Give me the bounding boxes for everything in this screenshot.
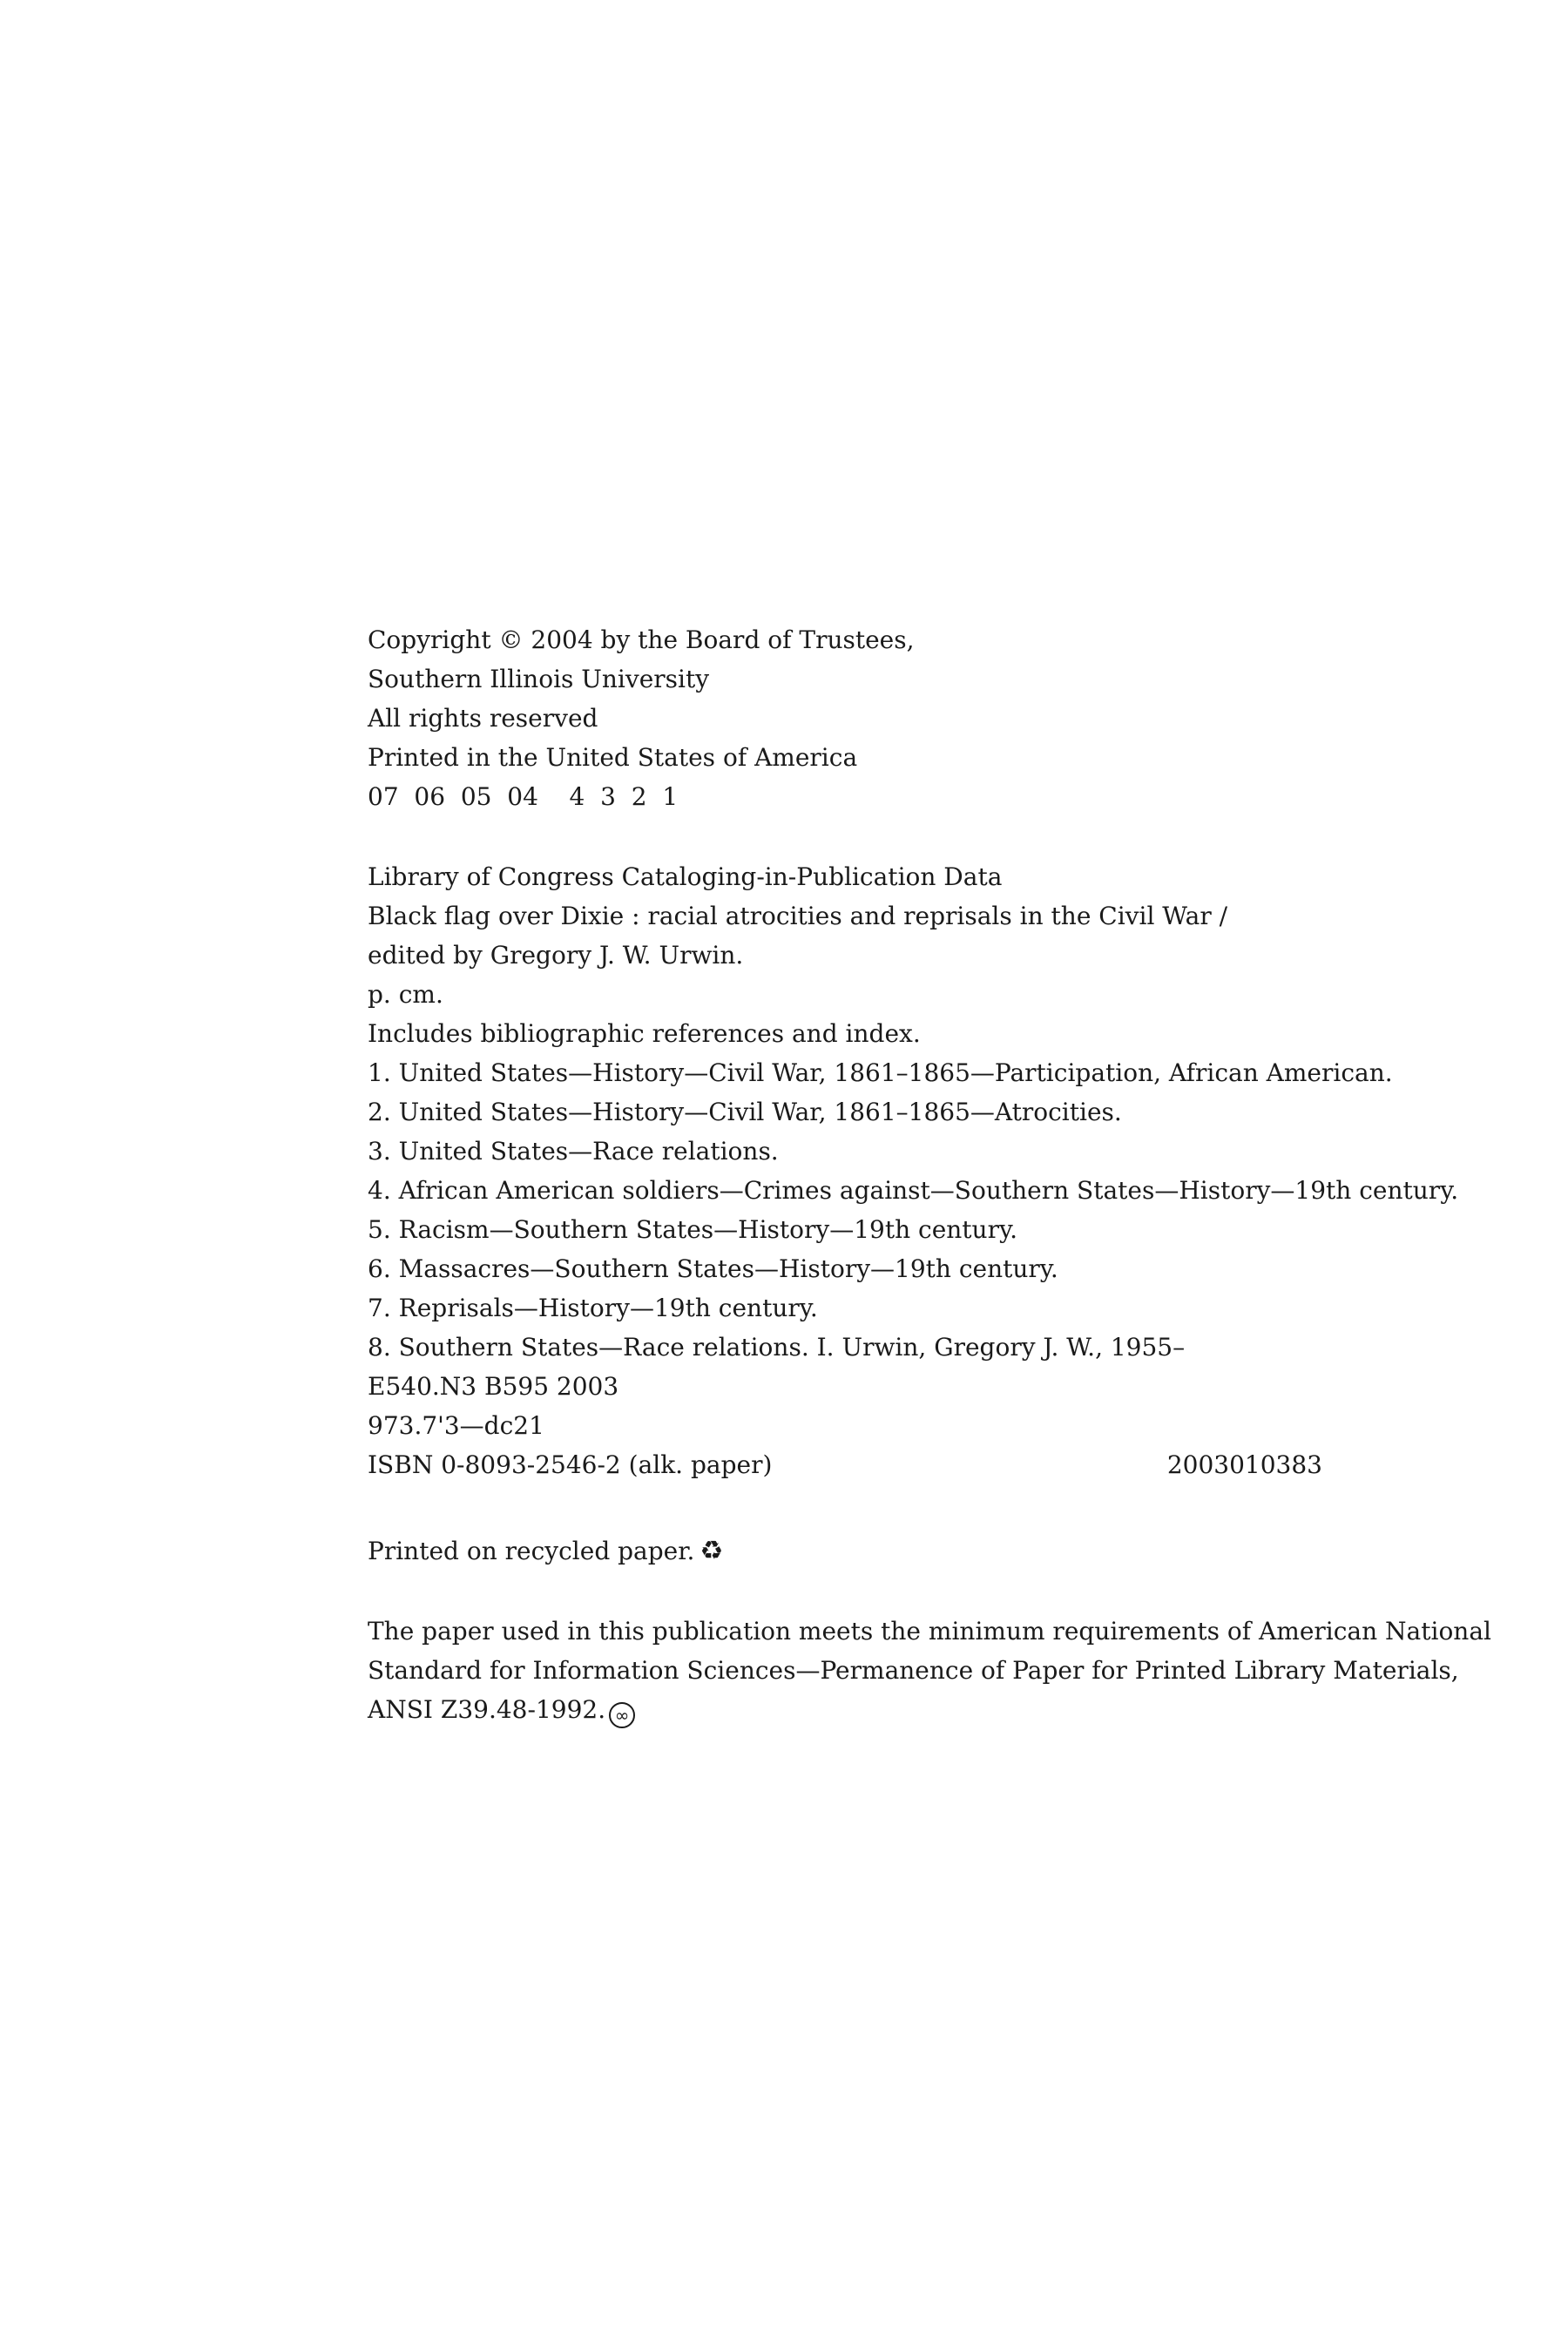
permanence-statement	[368, 1612, 1491, 1729]
copyright-block	[368, 620, 1335, 816]
permanence-line: Standard for Information Sciences—Permanence of Paper for Printed Library Materials,	[368, 1656, 1459, 1685]
cip-includes: Includes bibliographic references and index.	[368, 1019, 921, 1048]
recycled-text: Printed on recycled paper.	[368, 1537, 695, 1565]
printing-line: 07 06 05 04 4 3 2 1	[368, 782, 679, 811]
permanence-line-last	[368, 1690, 1335, 1729]
cip-title-line: Black flag over Dixie : racial atrocities and reprisals in the Civil War /	[368, 902, 1228, 930]
recycled-note	[368, 1531, 1335, 1571]
cip-subject: 1. United States—History—Civil War, 1861–1865—Participation, African American.	[368, 1058, 1393, 1087]
cip-isbn-row	[368, 1445, 1322, 1484]
cip-lc-class: E540.N3 B595 2003	[368, 1372, 619, 1401]
cip-subject: 5. Racism—Southern States—History—19th century.	[368, 1215, 1017, 1244]
cip-subject: 4. African American soldiers—Crimes against—Southern States—History—19th century.	[368, 1176, 1459, 1205]
isbn: ISBN 0-8093-2546-2 (alk. paper)	[368, 1450, 773, 1479]
copyright-notice: Copyright © 2004 by the Board of Trustees,	[368, 625, 915, 654]
cip-heading: Library of Congress Cataloging-in-Publication Data	[368, 862, 1003, 891]
cip-subject: 6. Massacres—Southern States—History—19th century.	[368, 1254, 1058, 1283]
cip-subject: 2. United States—History—Civil War, 1861–1865—Atrocities.	[368, 1098, 1122, 1126]
rights-reserved: All rights reserved	[368, 704, 598, 733]
cip-dewey: 973.7'3—dc21	[368, 1411, 544, 1440]
lccn: 2003010383	[1166, 1450, 1322, 1479]
cip-data-block	[368, 857, 1459, 1484]
infinity-icon: ∞	[609, 1702, 635, 1728]
copyright-holder: Southern Illinois University	[368, 665, 710, 693]
cip-subject: 3. United States—Race relations.	[368, 1137, 779, 1166]
recycled-line	[368, 1531, 1335, 1571]
permanence-line: The paper used in this publication meets the minimum requirements of American National	[368, 1617, 1491, 1646]
printed-in: Printed in the United States of America	[368, 743, 858, 772]
recycle-icon: ♻	[700, 1536, 724, 1566]
cip-pcm: p. cm.	[368, 980, 443, 1009]
cip-subject: 8. Southern States—Race relations. I. Urwin, Gregory J. W., 1955–	[368, 1333, 1186, 1362]
cip-subject: 7. Reprisals—History—19th century.	[368, 1294, 818, 1322]
cip-editor-line: edited by Gregory J. W. Urwin.	[368, 941, 744, 970]
ansi-standard: ANSI Z39.48-1992.	[368, 1695, 606, 1724]
